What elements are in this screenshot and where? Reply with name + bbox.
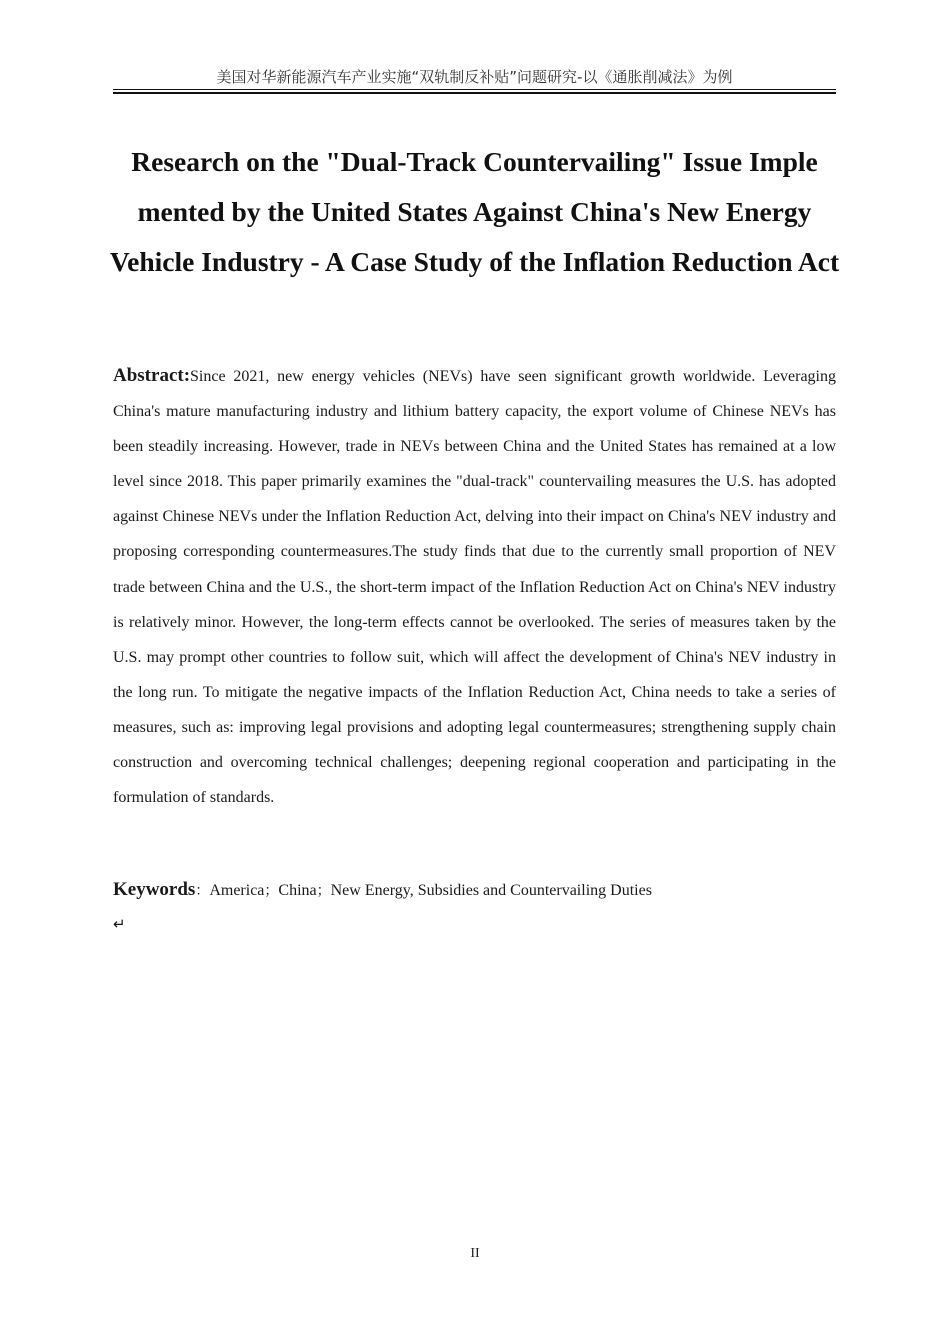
keywords-label: Keywords xyxy=(113,879,196,900)
keyword-item: China xyxy=(278,882,317,899)
abstract-label: Abstract: xyxy=(113,365,191,386)
running-header: 美国对华新能源汽车产业实施“双轨制反补贴”问题研究-以《通胀削减法》为例 xyxy=(216,68,733,86)
keywords-colon: ： xyxy=(195,883,210,899)
keywords-line xyxy=(113,873,836,908)
keyword-item: America xyxy=(209,882,265,899)
abstract-paragraph xyxy=(113,358,836,815)
keyword-separator: ； xyxy=(264,883,279,899)
paragraph-return-icon: ↵ xyxy=(113,915,126,933)
header-rule-thin xyxy=(113,89,836,91)
abstract-text: Since 2021, new energy vehicles (NEVs) have seen significant growth worldwide. Leveraging China's mature manufacturing industry and lithium battery capacity, the export volume of Chinese NEVs has been steadily increasing. However, trade in NEVs between China and the United States has remained at a low level since 2018. This paper primarily examines the "dual-track" countervailing measures the U.S. has adopted against Chinese NEVs under the Inflation Reduction Act, delving into their impact on China's NEV industry and proposing corresponding countermeasures.The study finds that due to the currently small proportion of NEV trade between China and the U.S., the short-term impact of the Inflation Reduction Act on China's NEV industry is relatively minor. However, the long-term effects cannot be overlooked. The series of measures taken by the U.S. may prompt other countries to follow suit, which will affect the development of China's NEV industry in the long run. To mitigate the negative impacts of the Inflation Reduction Act, China needs to take a series of measures, such as: improving legal provisions and adopting legal countermeasures; strengthening supply chain construction and overcoming technical challenges; deepening regional cooperation and participating in the formulation of standards. xyxy=(113,368,836,807)
paper-title: Research on the "Dual-Track Countervailing" Issue Imple mented by the United States Against China's New Energy Vehicle Industry - A Case Study of the Inflation Reduction Act xyxy=(109,146,840,277)
page-number: II xyxy=(470,1246,480,1261)
header-rule-thick xyxy=(113,92,836,94)
keyword-item: New Energy, Subsidies and Countervailing Duties xyxy=(330,882,652,899)
keyword-separator: ； xyxy=(316,883,331,899)
